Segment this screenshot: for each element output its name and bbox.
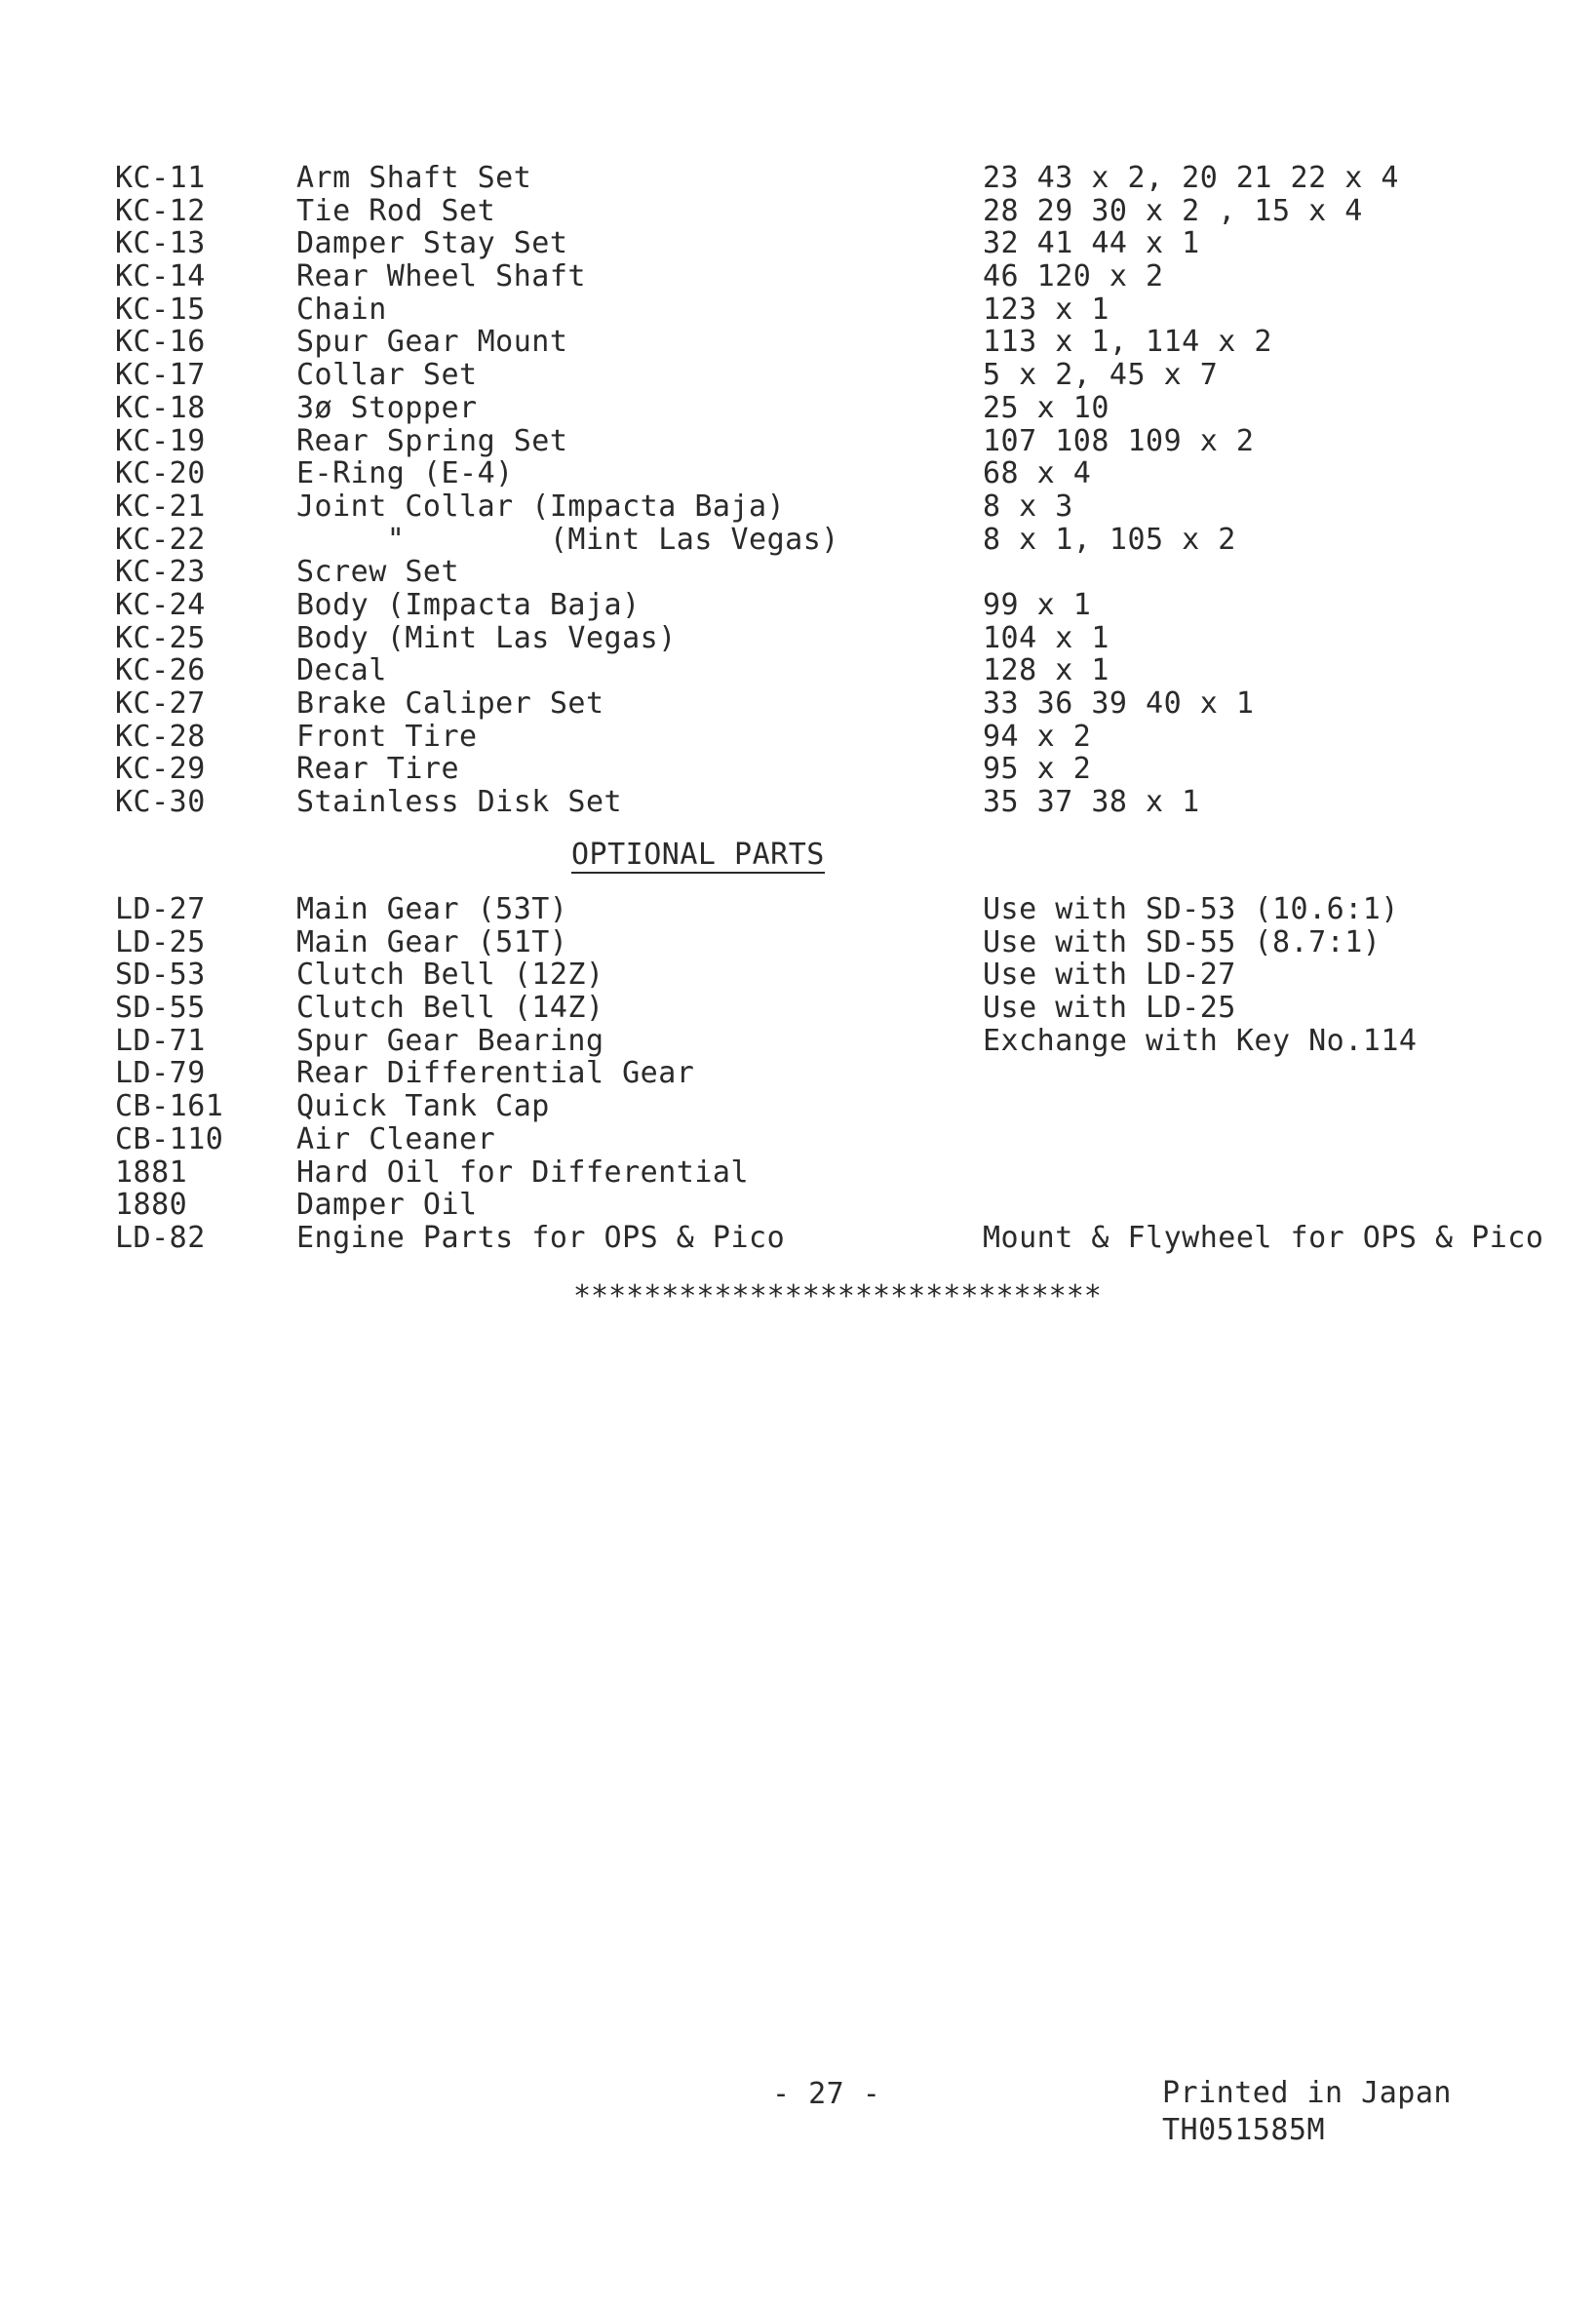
part-code: KC-24 (115, 587, 206, 622)
part-key-quantity: 8 x 3 (983, 489, 1073, 524)
parts-row (115, 589, 1499, 622)
part-code: KC-12 (115, 193, 206, 228)
optional-parts-row (115, 1189, 1499, 1222)
optional-parts-row (115, 1220, 1544, 1255)
part-key-quantity: 104 x 1 (983, 620, 1109, 655)
part-name: Body (Mint Las Vegas) (296, 620, 677, 655)
part-name: Damper Oil (296, 1188, 478, 1223)
optional-parts-row (115, 893, 1499, 926)
parts-row (115, 392, 1499, 425)
part-usage-note: Exchange with Key No.114 (983, 1023, 1418, 1058)
part-name: Engine Parts for OPS & Pico (296, 1220, 786, 1255)
document-code: TH051585M (1162, 2113, 1326, 2147)
optional-parts-row (115, 1123, 1499, 1156)
part-name: Damper Stay Set (296, 226, 568, 261)
parts-row (115, 425, 1499, 458)
optional-parts-heading: OPTIONAL PARTS (571, 838, 825, 872)
part-name: Clutch Bell (14Z) (296, 991, 604, 1026)
part-key-quantity: 25 x 10 (983, 390, 1109, 425)
part-key-quantity: 5 x 2, 45 x 7 (983, 358, 1219, 393)
part-name: Spur Gear Mount (296, 325, 568, 360)
parts-row (115, 227, 1499, 260)
part-key-quantity: 32 41 44 x 1 (983, 226, 1200, 261)
part-key-quantity: 33 36 39 40 x 1 (983, 686, 1255, 721)
optional-parts-row (115, 1057, 1499, 1090)
parts-row (115, 753, 1499, 786)
part-name: Air Cleaner (296, 1121, 496, 1156)
part-code: 1880 (115, 1188, 188, 1223)
optional-parts-row (115, 1156, 1499, 1190)
part-code: KC-23 (115, 555, 206, 590)
optional-parts-row (115, 1090, 1499, 1123)
parts-row (115, 524, 1499, 557)
part-usage-note: Use with SD-53 (10.6:1) (983, 892, 1399, 926)
part-name: Rear Wheel Shaft (296, 259, 586, 294)
parts-row (115, 786, 1499, 819)
optional-parts-row (115, 992, 1499, 1025)
parts-row (115, 721, 1499, 754)
part-code: KC-11 (115, 161, 206, 195)
part-name: Hard Oil for Differential (296, 1154, 750, 1190)
asterisk-divider: ****************************** (573, 1279, 1102, 1313)
part-code: KC-25 (115, 620, 206, 655)
parts-row (115, 195, 1499, 228)
part-code: KC-17 (115, 358, 206, 393)
part-name: Tie Rod Set (296, 193, 496, 228)
part-name: 3ø Stopper (296, 390, 478, 425)
optional-parts-row (115, 926, 1499, 959)
parts-row (115, 687, 1499, 721)
part-code: KC-26 (115, 653, 206, 688)
part-code: KC-16 (115, 325, 206, 360)
part-code: KC-22 (115, 522, 206, 557)
parts-row (115, 654, 1499, 687)
part-code: SD-53 (115, 958, 206, 993)
part-key-quantity: 128 x 1 (983, 653, 1109, 688)
optional-parts-list (115, 892, 1544, 1255)
optional-parts-row (115, 1025, 1499, 1058)
part-name: Body (Impacta Baja) (296, 587, 641, 622)
part-code: KC-30 (115, 785, 206, 820)
part-key-quantity: 107 108 109 x 2 (983, 423, 1255, 458)
part-code: LD-79 (115, 1056, 206, 1091)
part-key-quantity: 99 x 1 (983, 587, 1092, 622)
part-name: " (Mint Las Vegas) (296, 522, 839, 557)
part-usage-note: Use with SD-55 (8.7:1) (983, 924, 1382, 959)
part-key-quantity: 46 120 x 2 (983, 259, 1164, 294)
part-name: Stainless Disk Set (296, 785, 623, 820)
part-key-quantity: 23 43 x 2, 20 21 22 x 4 (983, 161, 1399, 195)
part-name: Rear Tire (296, 752, 460, 787)
footer (1162, 2075, 1452, 2149)
part-name: Arm Shaft Set (296, 161, 532, 195)
part-name: Rear Differential Gear (296, 1056, 695, 1091)
part-name: Quick Tank Cap (296, 1089, 550, 1124)
part-code: SD-55 (115, 991, 206, 1026)
part-key-quantity: 8 x 1, 105 x 2 (983, 522, 1236, 557)
part-code: KC-13 (115, 226, 206, 261)
part-key-quantity: 28 29 30 x 2 , 15 x 4 (983, 193, 1363, 228)
parts-row (115, 490, 1499, 524)
part-key-quantity: 123 x 1 (983, 292, 1109, 327)
parts-row (115, 162, 1499, 195)
part-usage-note: Use with LD-27 (983, 958, 1236, 993)
part-code: LD-27 (115, 892, 206, 926)
part-key-quantity: 95 x 2 (983, 752, 1092, 787)
part-name: Decal (296, 653, 387, 688)
page-number: - 27 - (772, 2077, 881, 2111)
parts-row (115, 326, 1499, 359)
part-key-quantity: 113 x 1, 114 x 2 (983, 325, 1272, 360)
part-name: Main Gear (53T) (296, 892, 568, 926)
part-name: Chain (296, 292, 387, 327)
parts-row (115, 457, 1499, 490)
parts-list (115, 162, 1499, 819)
part-name: E-Ring (E-4) (296, 456, 514, 491)
parts-row (115, 294, 1499, 327)
part-name: Screw Set (296, 555, 460, 590)
part-name: Spur Gear Bearing (296, 1023, 604, 1058)
part-name: Clutch Bell (12Z) (296, 958, 604, 993)
part-name: Brake Caliper Set (296, 686, 604, 721)
part-name: Main Gear (51T) (296, 924, 568, 959)
part-code: KC-29 (115, 752, 206, 787)
part-code: 1881 (115, 1154, 188, 1190)
part-name: Front Tire (296, 719, 478, 754)
parts-row (115, 260, 1499, 294)
part-code: CB-161 (115, 1089, 224, 1124)
part-code: KC-20 (115, 456, 206, 491)
part-code: KC-21 (115, 489, 206, 524)
printed-in-label: Printed in Japan (1162, 2076, 1452, 2110)
part-code: LD-25 (115, 924, 206, 959)
part-code: CB-110 (115, 1121, 224, 1156)
part-key-quantity: 94 x 2 (983, 719, 1092, 754)
part-name: Rear Spring Set (296, 423, 568, 458)
part-name: Joint Collar (Impacta Baja) (296, 489, 786, 524)
part-code: KC-18 (115, 390, 206, 425)
part-code: LD-82 (115, 1220, 206, 1255)
part-usage-note: Mount & Flywheel for OPS & Pico (983, 1220, 1544, 1255)
part-key-quantity: 68 x 4 (983, 456, 1092, 491)
part-code: KC-27 (115, 686, 206, 721)
parts-row (115, 622, 1499, 655)
parts-row (115, 359, 1499, 392)
optional-parts-row (115, 959, 1499, 992)
part-code: KC-28 (115, 719, 206, 754)
parts-row (115, 556, 1499, 589)
part-code: LD-71 (115, 1023, 206, 1058)
part-usage-note: Use with LD-25 (983, 991, 1236, 1026)
part-key-quantity: 35 37 38 x 1 (983, 785, 1200, 820)
part-code: KC-14 (115, 259, 206, 294)
part-name: Collar Set (296, 358, 478, 393)
part-code: KC-15 (115, 292, 206, 327)
part-code: KC-19 (115, 423, 206, 458)
